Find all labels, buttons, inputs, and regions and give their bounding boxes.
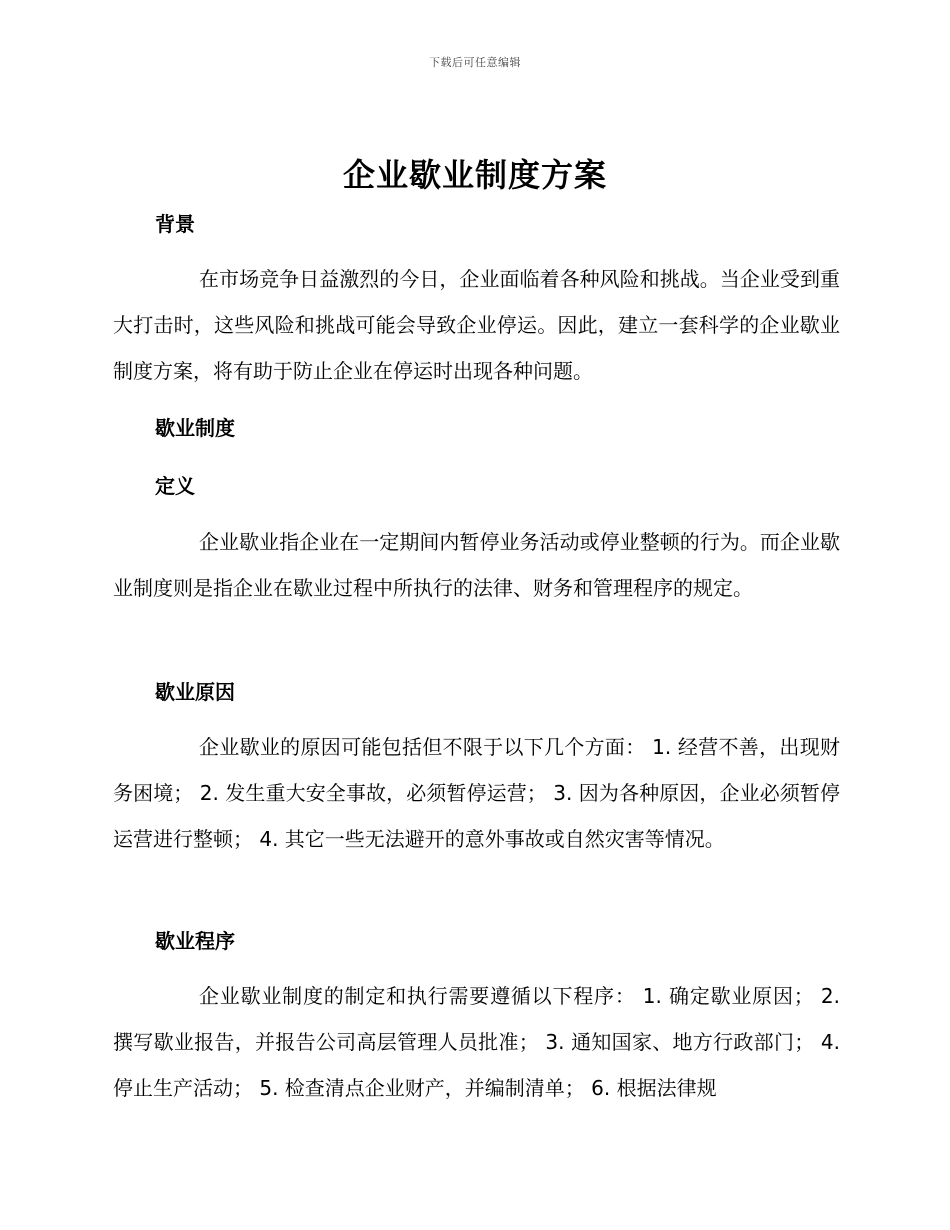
section-paragraph-closure-reasons: 企业歇业的原因可能包括但不限于以下几个方面： 1. 经营不善，出现财务困境； 2. 发生重大安全事故，必须暂停运营； 3. 因为各种原因，企业必须暂停运营进行整顿； 4. 其它一些无法避开的意外事故或自然灾害等情况。 (113, 735, 840, 851)
section-heading-definition: 定义 (155, 474, 195, 498)
section-paragraph-definition: 企业歇业指企业在一定期间内暂停业务活动或停业整顿的行为。而企业歇业制度则是指企业在歇业过程中所执行的法律、财务和管理程序的规定。 (113, 530, 840, 600)
section-heading-closure-system: 歇业制度 (155, 416, 235, 440)
section-heading-closure-procedure: 歇业程序 (155, 929, 235, 953)
document-title: 企业歇业制度方案 (342, 156, 607, 194)
page-header-note: 下载后可任意编辑 (429, 56, 521, 69)
section-heading-background: 背景 (155, 212, 195, 236)
section-paragraph-background: 在市场竞争日益激烈的今日，企业面临着各种风险和挑战。当企业受到重大打击时，这些风险和挑战可能会导致企业停运。因此，建立一套科学的企业歇业制度方案，将有助于防止企业在停运时出现各种问题。 (113, 267, 840, 383)
section-heading-closure-reasons: 歇业原因 (155, 680, 235, 704)
section-paragraph-closure-procedure: 企业歇业制度的制定和执行需要遵循以下程序： 1. 确定歇业原因； 2. 撰写歇业报告，并报告公司高层管理人员批准； 3. 通知国家、地方行政部门； 4. 停止生产活动； 5. 检查清点企业财产，并编制清单； 6. 根据法律规 (113, 984, 840, 1100)
